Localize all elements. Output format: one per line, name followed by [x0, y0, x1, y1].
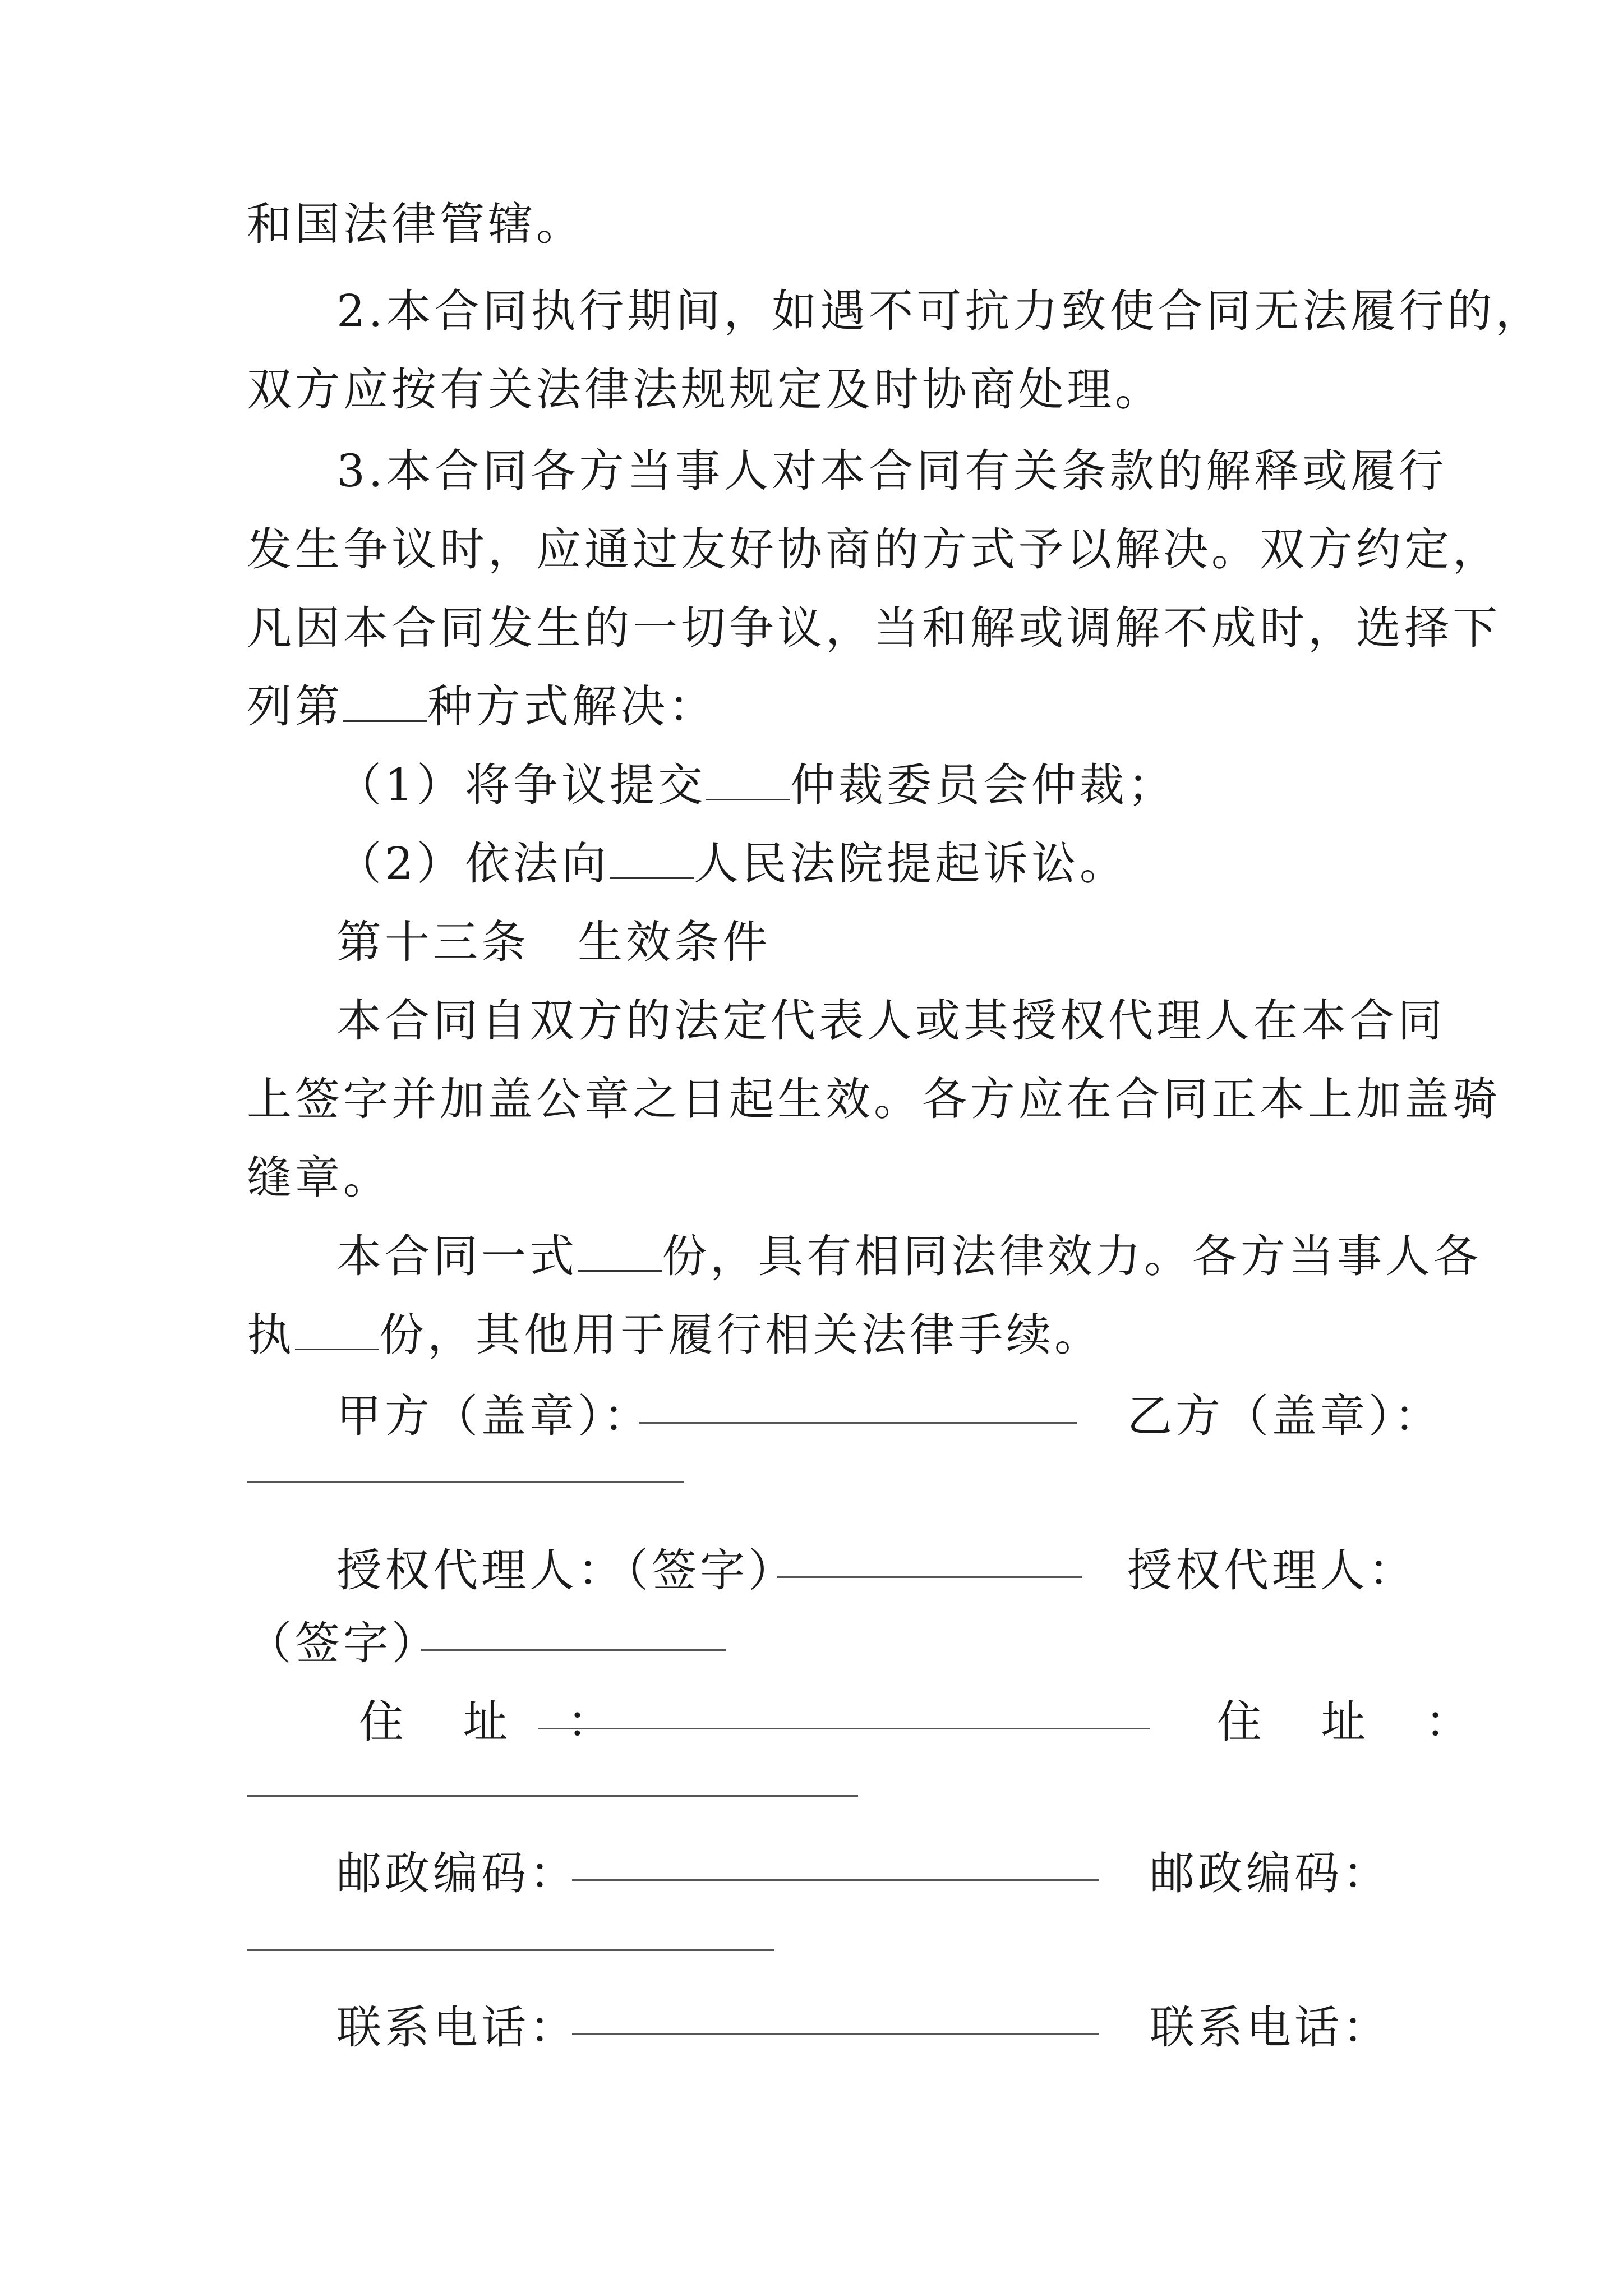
clause-3-line-4	[247, 679, 717, 735]
phone-b-label: 联系电话：	[1150, 2001, 1391, 2054]
effect-line-1: 本合同自双方的法定代表人或其授权代理人在本合同	[336, 995, 1446, 1047]
agent-b-sign-line[interactable]	[421, 1649, 726, 1651]
effect-line-3: 缝章。	[247, 1152, 391, 1204]
agent-b-sign-label: （签字）	[247, 1617, 440, 1669]
party-a-seal-label: 甲方（盖章）：	[336, 1390, 652, 1442]
text-line: 和国法律管辖。	[247, 198, 584, 250]
copies-line-2	[247, 1307, 1103, 1363]
text-segment: 种方式解决：	[427, 680, 717, 733]
agent-a-label: 授权代理人：（签字）	[336, 1544, 796, 1596]
text-segment: 列第	[247, 680, 343, 733]
clause-2-line-2: 双方应按有关法律法规规定及时协商处理。	[247, 364, 1163, 416]
postcode-a-label: 邮政编码：	[336, 1847, 578, 1899]
fill-blank[interactable]	[706, 760, 790, 800]
text-segment: 仲裁委员会仲裁；	[790, 759, 1176, 811]
effect-line-2: 上签字并加盖公章之日起生效。各方应在合同正本上加盖骑	[247, 1073, 1501, 1125]
copies-line-1	[336, 1228, 1482, 1285]
fill-blank[interactable]	[610, 838, 694, 879]
fill-blank[interactable]	[295, 1309, 379, 1350]
clause-3-line-1: 3.本合同各方当事人对本合同有关条款的解释或履行	[336, 445, 1447, 497]
fill-blank[interactable]	[343, 681, 427, 722]
postcode-b-label: 邮政编码：	[1150, 1847, 1391, 1899]
clause-3-line-3: 凡因本合同发生的一切争议，当和解或调解不成时，选择下	[247, 602, 1501, 654]
text-segment: 本合同一式	[336, 1230, 578, 1282]
clause-3-line-2: 发生争议时，应通过友好协商的方式予以解决。双方约定，	[247, 523, 1501, 576]
text-segment: （1）将争议提交	[336, 759, 706, 811]
postcode-a-line[interactable]	[572, 1879, 1099, 1881]
phone-a-label: 联系电话：	[336, 2001, 578, 2054]
address-a-label: 住 址 ：	[359, 1696, 634, 1748]
fill-blank[interactable]	[578, 1231, 662, 1272]
text-segment: 人民法院提起诉讼。	[693, 838, 1128, 890]
article-13-heading: 第十三条 生效条件	[336, 916, 771, 968]
text-segment: 执	[247, 1309, 295, 1361]
text-segment: （2）依法向	[336, 838, 610, 890]
party-a-seal-line[interactable]	[639, 1422, 1077, 1424]
clause-2-line-1: 2.本合同执行期间，如遇不可抗力致使合同无法履行的，	[336, 285, 1544, 337]
address-b-label: 住 址 ：	[1217, 1696, 1492, 1748]
option-1	[336, 757, 1176, 813]
agent-a-sign-line[interactable]	[777, 1576, 1082, 1578]
option-2	[336, 836, 1128, 892]
address-b-line[interactable]	[247, 1795, 858, 1797]
address-a-line[interactable]	[538, 1728, 1150, 1729]
postcode-b-line[interactable]	[247, 1949, 774, 1951]
party-b-seal-label: 乙方（盖章）：	[1127, 1390, 1442, 1442]
text-segment: 份，其他用于履行相关法律手续。	[379, 1309, 1103, 1361]
phone-a-line[interactable]	[572, 2033, 1099, 2035]
party-b-seal-line[interactable]	[247, 1481, 684, 1483]
text-segment: 份，具有相同法律效力。各方当事人各	[662, 1230, 1482, 1282]
agent-b-label: 授权代理人：	[1127, 1544, 1417, 1596]
